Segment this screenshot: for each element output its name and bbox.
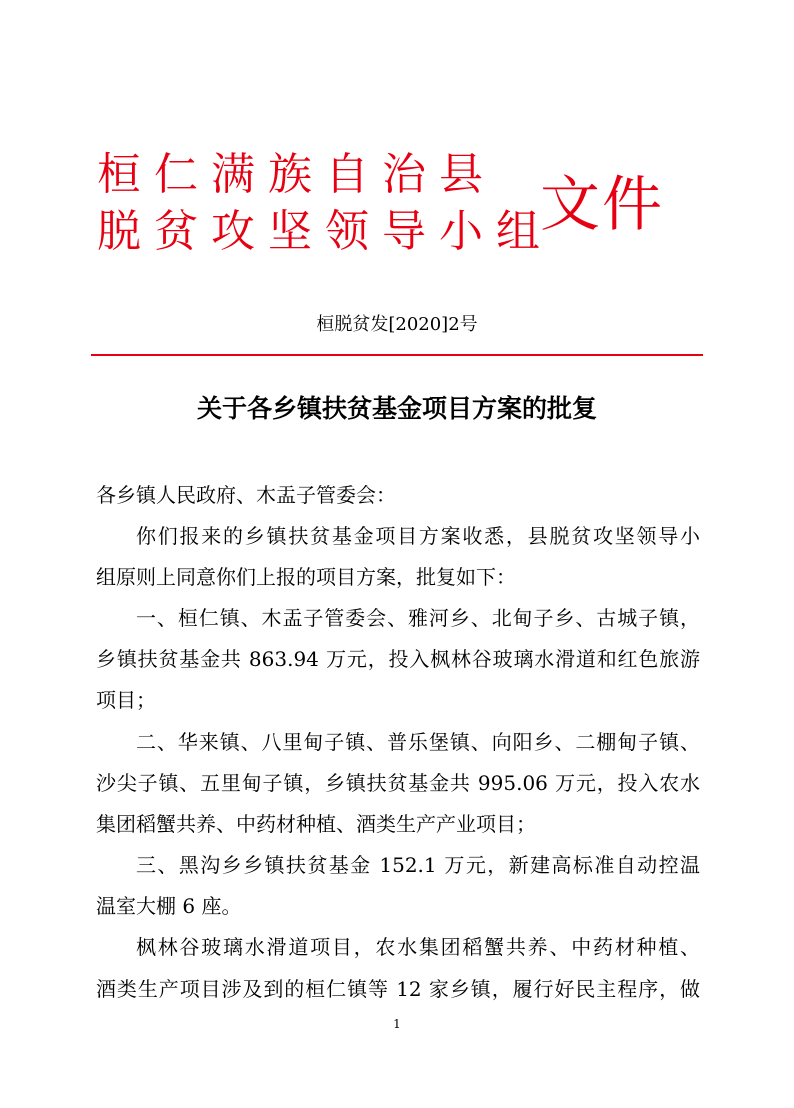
body-line: 温室大棚 6 座。	[96, 894, 242, 918]
body-line: 酒类生产项目涉及到的桓仁镇等 12 家乡镇，履行好民主程序，做	[96, 977, 700, 1001]
body-line: 一、桓仁镇、木盂子管委会、雅河乡、北甸子乡、古城子镇，	[136, 606, 700, 630]
body-line: 乡镇扶贫基金共 863.94 万元，投入枫林谷玻璃水滑道和红色旅游	[96, 647, 700, 671]
body-line: 沙尖子镇、五里甸子镇，乡镇扶贫基金共 995.06 万元，投入农水	[96, 771, 700, 795]
red-divider-line	[91, 354, 703, 356]
body-line: 枫林谷玻璃水滑道项目，农水集团稻蟹共养、中药材种植、	[136, 935, 700, 959]
salutation: 各乡镇人民政府、木盂子管委会：	[96, 483, 396, 507]
body-line: 集团稻蟹共养、中药材种植、酒类生产产业项目；	[96, 812, 536, 836]
body-line: 三、黑沟乡乡镇扶贫基金 152.1 万元，新建高标准自动控温	[136, 853, 700, 877]
issuer-name-line-1: 桓仁满族自治县	[97, 149, 496, 200]
document-title: 关于各乡镇扶贫基金项目方案的批复	[196, 394, 597, 423]
body-line: 二、华来镇、八里甸子镇、普乐堡镇、向阳乡、二棚甸子镇、	[136, 730, 700, 754]
body-line: 组原则上同意你们上报的项目方案，批复如下：	[96, 565, 516, 589]
document-type-label: 文件	[540, 170, 664, 240]
body-line: 你们报来的乡镇扶贫基金项目方案收悉，县脱贫攻坚领导小	[136, 524, 700, 548]
issuer-name-line-2: 脱贫攻坚领导小组	[97, 206, 553, 257]
page-number: 1	[393, 1017, 401, 1031]
document-number: 桓脱贫发[2020]2号	[316, 314, 478, 335]
body-line: 项目；	[96, 688, 156, 712]
